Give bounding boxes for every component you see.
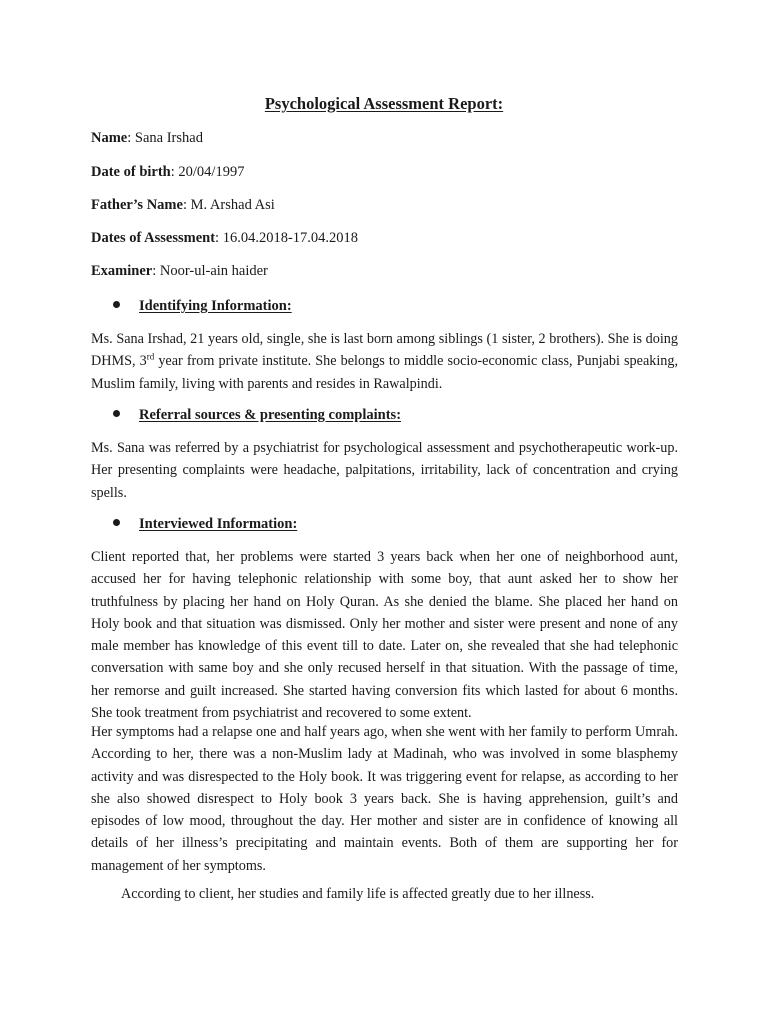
identifying-text-before: Ms. Sana Irshad, 21 years old, single, she is last born among siblings (1 sister, 2 brothers). She is doing DHMS, 3: [91, 331, 678, 370]
examiner-field: [91, 263, 268, 280]
report-title: Psychological Assessment Report:: [264, 94, 504, 113]
ordinal-suffix: rd: [146, 351, 155, 362]
dob-value: : 20/04/1997: [170, 164, 245, 180]
identifying-heading-text: Identifying Information:: [139, 298, 292, 314]
identifying-paragraph: [91, 328, 678, 395]
bullet-icon: [113, 519, 120, 526]
interviewed-paragraph-2: Her symptoms had a relapse one and half years ago, when she went with her family to perform Umrah. According to her, there was a non-Muslim lady at Madinah, who was involved in some blasphemy activity and was disrespected to the Holy book. It was triggering event for relapse, as according to her she also showed disrespect to Holy book 3 years back. She is having apprehension, guilt’s and episodes of low mood, throughout the day. Her mother and sister are in confidence of knowing all details of her illness’s precipitating and maintain events. Both of them are supporting her for management of her symptoms.: [91, 724, 678, 874]
assessment-dates-value: : 16.04.2018-17.04.2018: [215, 230, 359, 246]
referral-paragraph: Ms. Sana was referred by a psychiatrist for psychological assessment and psychotherapeutic work-up. Her presenting complaints were headache, palpitations, irritability, lack of concentration and crying spells.: [91, 440, 678, 501]
bullet-icon: [113, 410, 120, 417]
assessment-dates-field: [91, 230, 358, 247]
identifying-text-after: year from private institute. She belongs to middle socio-economic class, Punjabi speaking, Muslim family, living with parents and resides in Rawalpindi.: [91, 353, 679, 392]
examiner-label: Examiner: [91, 263, 153, 279]
bullet-icon: [113, 301, 120, 308]
name-value: : Sana Irshad: [127, 130, 203, 146]
dob-label: Date of birth: [91, 164, 171, 180]
interviewed-paragraph-1: Client reported that, her problems were started 3 years back when her one of neighborhood aunt, accused her for having telephonic relationship with some boy, that aunt asked her to show her truthfulness by placing her hand on Holy Quran. As she denied the blame. She placed her hand on Holy book and that situation was dismissed. Only her mother and sister were present and none of any male member has knowledge of this event till to date. Later on, she revealed that she had telephonic conversation with same boy and she only recused herself in that situation. With the passage of time, her remorse and guilt increased. She started having conversion fits which lasted for about 6 months. She took treatment from psychiatrist and recovered to some extent.: [91, 549, 678, 722]
referral-heading-text: Referral sources & presenting complaints:: [139, 407, 402, 423]
father-name-label: Father’s Name: [91, 197, 183, 213]
identifying-heading: [91, 298, 292, 315]
father-name-value: : M. Arshad Asi: [182, 197, 275, 213]
interviewed-heading: [91, 516, 297, 533]
referral-heading: [91, 407, 401, 424]
examiner-value: : Noor-ul-ain haider: [152, 263, 268, 279]
assessment-dates-label: Dates of Assessment: [91, 230, 216, 246]
name-label: Name: [91, 130, 128, 146]
interviewed-heading-text: Interviewed Information:: [139, 516, 298, 532]
name-field: [91, 130, 203, 147]
father-name-field: [91, 197, 275, 214]
dob-field: [91, 164, 244, 181]
interviewed-paragraph-3: According to client, her studies and family life is affected greatly due to her illness.: [121, 886, 595, 902]
